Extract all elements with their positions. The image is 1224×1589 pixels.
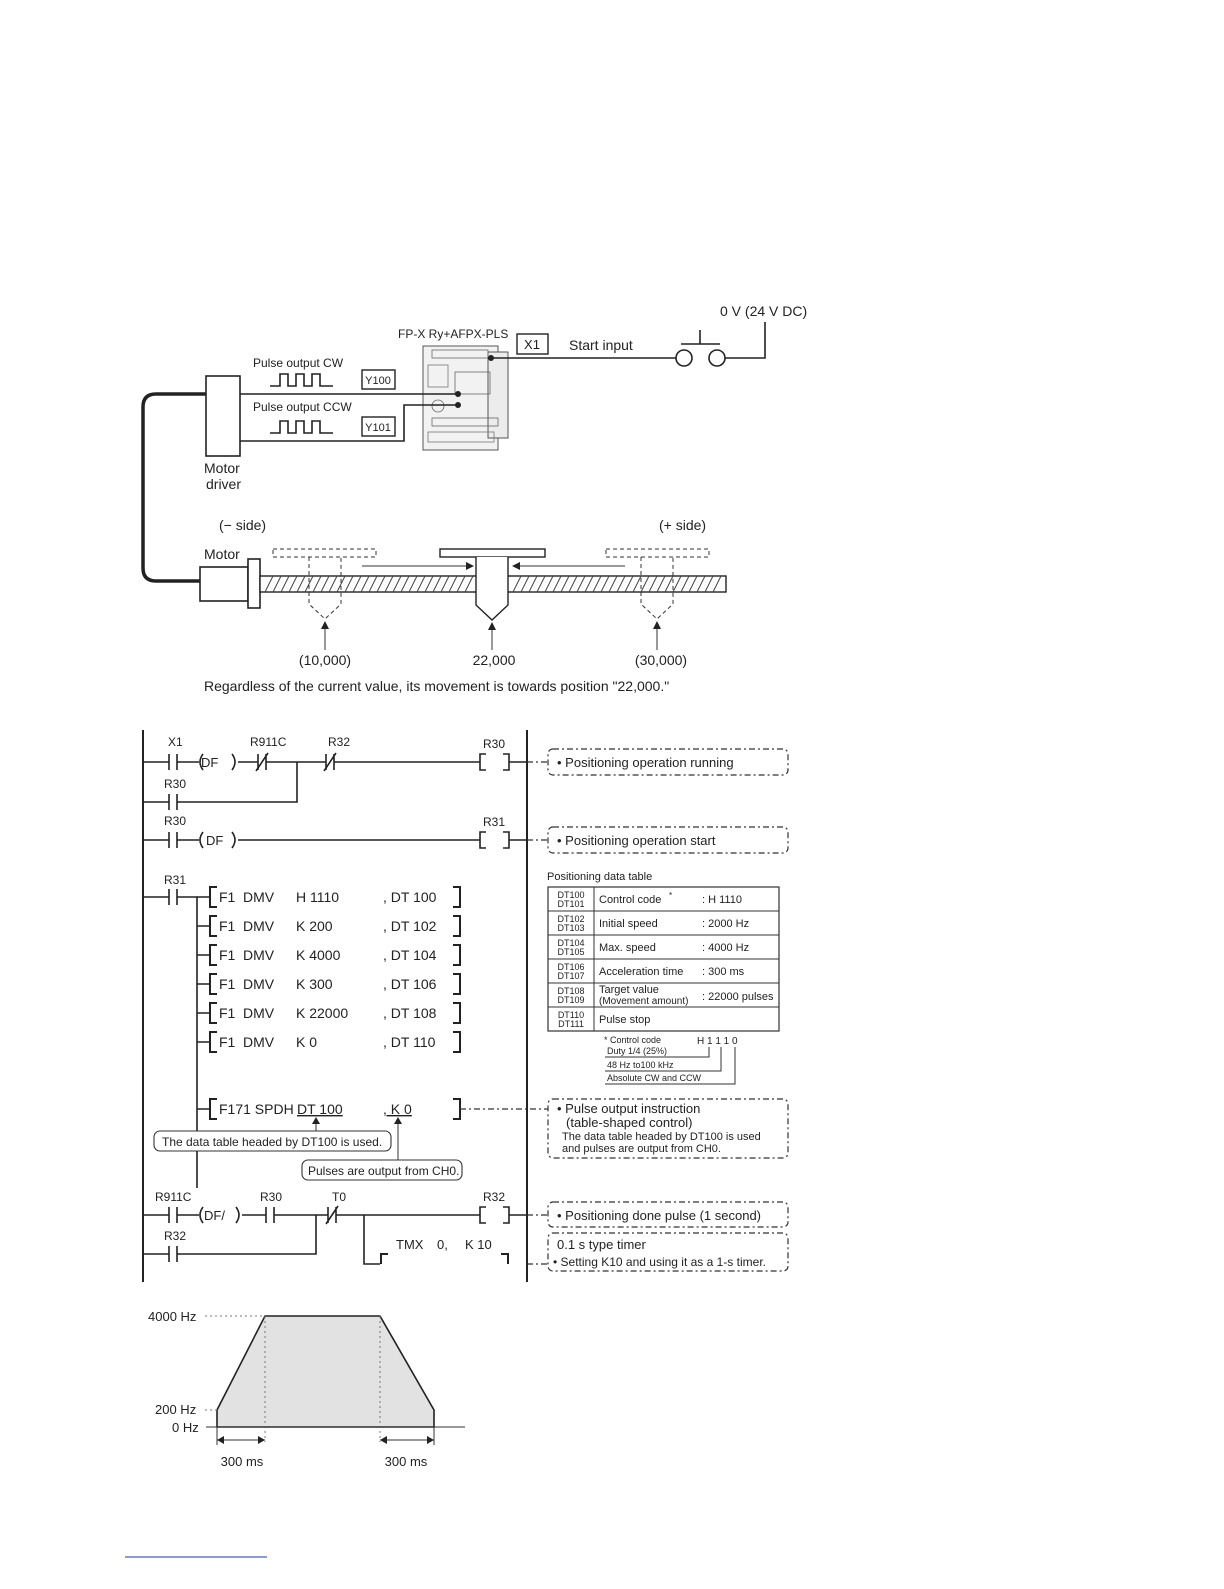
dmv-instruction [210,1032,460,1052]
supply-label: 0 V (24 V DC) [720,303,808,319]
comment-rung4-1: • Positioning done pulse (1 second) [557,1208,762,1223]
motor-label: Motor [204,546,240,562]
wiring-diagram [143,303,807,694]
y-label-200: 200 Hz [155,1402,197,1417]
instr-0-src: H 1110 [296,889,340,905]
cc-title: * Control code [604,1035,662,1045]
note-ch: Pulses are output from CH0. [308,1164,460,1178]
row-0-value: : H 1110 [702,894,742,906]
row-3-value: : 300 ms [702,966,745,978]
row-1-value: : 2000 Hz [702,918,750,930]
positioning-data-table [547,871,779,1084]
coil-r30 [480,754,527,770]
pulse-train-cw-icon [270,374,333,386]
plus-side-label: (+ side) [659,517,707,533]
instr-1-cmd: DMV [243,918,275,934]
cc-duty: Duty 1/4 (25%) [607,1046,668,1056]
instr-4-src: K 22000 [296,1005,349,1021]
x-label-decel: 300 ms [384,1454,428,1469]
contact-t0-nc [326,1206,480,1224]
coil-r30-label: R30 [483,737,506,751]
spdh-instruction [210,1099,460,1119]
wire-node [488,355,494,361]
y100-tag: Y100 [365,375,391,387]
pulse-train-ccw-icon [270,421,333,433]
coil-r31 [480,832,527,848]
motor-driver-label-2: driver [206,476,242,492]
contact-r32-self-label: R32 [164,1229,187,1243]
instr-2-src: K 4000 [296,947,341,963]
spdh-op: F171 SPDH [219,1101,294,1117]
pulse-ccw-label: Pulse output CCW [253,400,352,414]
instr-2-op: F1 [219,947,236,963]
row-0-mark: * [669,891,673,900]
speed-profile-trapezoid [217,1316,434,1427]
instr-2-cmd: DMV [243,947,275,963]
row-5-name: Pulse stop [599,1014,651,1026]
instr-0-cmd: DMV [243,889,275,905]
row-4-dt-a: DT108 [557,986,585,996]
x1-tag: X1 [524,337,540,352]
contact-r30-self-label: R30 [164,777,187,791]
wiring-caption: Regardless of the current value, its movement is towards position "22,000." [204,678,670,694]
contact-x1-label: X1 [168,735,183,749]
contact-r31-label: R31 [164,873,187,887]
cc-value: H 1 1 1 0 [697,1036,738,1047]
contact-r30-label-4: R30 [260,1190,283,1204]
x-label-accel: 300 ms [220,1454,264,1469]
comment-rung4-3: • Setting K10 and using it as a 1-s timer. [553,1255,766,1269]
comment-rung3-2: (table-shaped control) [566,1115,693,1130]
dmv-instruction [210,1003,460,1023]
cc-mode: Absolute CW and CCW [607,1073,702,1083]
instr-2-dst: , DT 104 [383,947,437,963]
instr-3-src: K 300 [296,976,333,992]
note-table: The data table headed by DT100 is used. [162,1135,383,1149]
dmv-instruction [210,916,460,936]
row-2-value: : 4000 Hz [702,942,750,954]
pulse-cw-label: Pulse output CW [253,356,344,370]
df-label-2: DF [206,833,224,848]
y101-tag: Y101 [365,422,391,434]
instr-1-op: F1 [219,918,236,934]
contact-t0-label: T0 [332,1190,347,1204]
pos-right-label: (30,000) [634,652,688,668]
dmv-instruction [210,974,460,994]
comment-rung4-2: 0.1 s type timer [557,1237,646,1252]
df-label-4: DF/ [204,1208,225,1223]
row-2-dt-b: DT105 [557,947,585,957]
instr-1-src: K 200 [296,918,333,934]
instr-5-dst: , DT 110 [383,1034,436,1050]
comment-rung1: • Positioning operation running [557,755,734,770]
instr-3-op: F1 [219,976,236,992]
row-2-name: Max. speed [599,942,656,954]
row-4-value: : 22000 pulses [702,991,774,1003]
instr-1-dst: , DT 102 [383,918,437,934]
instr-3-dst: , DT 106 [383,976,437,992]
motor-icon [200,559,260,608]
comment-rung2: • Positioning operation start [557,833,716,848]
spdh-dst: , K 0 [383,1101,412,1117]
instr-0-dst: , DT 100 [383,889,437,905]
pos-center-label: 22,000 [472,652,516,668]
comment-rung3-4: and pulses are output from CH0. [562,1143,721,1155]
row-3-dt-a: DT106 [557,962,585,972]
motor-driver-box [206,376,240,456]
instr-5-op: F1 [219,1034,236,1050]
y-label-0: 0 Hz [172,1420,199,1435]
instr-4-cmd: DMV [243,1005,275,1021]
speed-profile-chart [148,1309,465,1469]
tmx-k: K 10 [465,1237,492,1252]
df-label-1: DF [201,755,219,770]
coil-r31-label: R31 [483,815,506,829]
contact-r30-label: R30 [164,814,187,828]
pushbutton-switch-icon [676,322,765,366]
row-0-dt-a: DT100 [557,890,585,900]
minus-side-label: (− side) [219,517,267,533]
coil-r32-label: R32 [483,1190,506,1204]
plc-unit-icon [423,346,508,450]
row-1-dt-b: DT103 [557,923,585,933]
comment-rung3-3: The data table headed by DT100 is used [562,1131,761,1143]
cc-range: 48 Hz to100 kHz [607,1060,674,1070]
dmv-instruction [210,887,460,907]
row-0-dt-b: DT101 [557,899,585,909]
instr-5-src: K 0 [296,1034,318,1050]
start-input-label: Start input [569,337,633,353]
tmx-no: 0, [437,1237,448,1252]
row-1-name: Initial speed [599,918,658,930]
instr-4-dst: , DT 108 [383,1005,437,1021]
row-3-name: Acceleration time [599,966,684,978]
tmx-op: TMX [396,1237,424,1252]
contact-x1 [143,754,199,770]
row-2-dt-a: DT104 [557,938,585,948]
instr-0-op: F1 [219,889,236,905]
y-label-4000: 4000 Hz [148,1309,197,1324]
row-5-dt-a: DT110 [557,1010,585,1020]
contact-r911c-label-2: R911C [155,1190,192,1204]
instr-5-cmd: DMV [243,1034,275,1050]
row-3-dt-b: DT107 [557,971,585,981]
plc-label: FP-X Ry+AFPX-PLS [398,327,509,341]
contact-r32-nc [324,753,480,771]
instr-3-cmd: DMV [243,976,275,992]
motor-cable [143,394,206,581]
contact-r911c-label: R911C [250,735,287,749]
pos-left-label: (10,000) [298,652,352,668]
row-4-dt-b: DT109 [557,995,585,1005]
motor-driver-label-1: Motor [204,460,240,476]
contact-r32-label: R32 [328,735,351,749]
contact-r30 [143,832,199,848]
dmv-instruction [210,945,460,965]
spdh-src: DT 100 [297,1101,343,1117]
row-5-dt-b: DT111 [558,1019,584,1029]
row-0-name: Control code [599,894,662,906]
table-title: Positioning data table [547,871,653,883]
instr-4-op: F1 [219,1005,236,1021]
coil-r32 [480,1207,527,1223]
comment-rung3-1: • Pulse output instruction [557,1101,701,1116]
row-4-name: Target value [599,984,659,996]
row-1-dt-a: DT102 [557,914,585,924]
row-4-name2: (Movement amount) [599,996,689,1007]
contact-r911c [143,1207,199,1223]
